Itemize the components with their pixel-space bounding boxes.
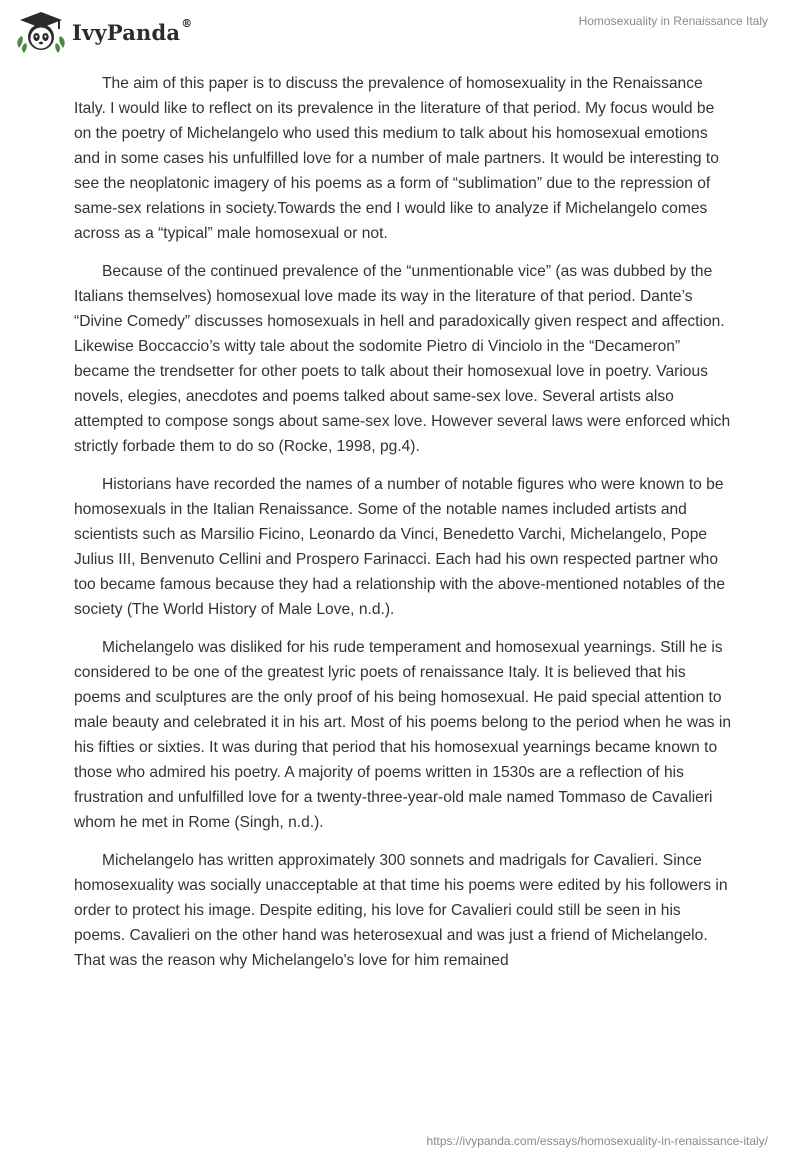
- document-title: Homosexuality in Renaissance Italy: [578, 14, 768, 28]
- source-url[interactable]: https://ivypanda.com/essays/homosexuality-in-renaissance-italy/: [426, 1134, 768, 1148]
- paragraph-2: Because of the continued prevalence of the “unmentionable vice” (as was dubbed by the Italians themselves) homosexual love made its way in the literature of that period. Dante’s “Divine Comedy” discusses homosexuals in hell and paradoxically given respect and affection. Likewise Boccaccio’s witty tale about the sodomite Pietro di Vinciolo in the “Decameron” became the trendsetter for other poets to talk about their homosexual love in poetry. Various novels, elegies, anecdotes and poems talked about same-sex love. Several artists also attempted to compose songs about same-sex love. However several laws were enforced which strictly forbade them to do so (Rocke, 1998, pg.4).: [74, 263, 731, 455]
- panda-graduate-icon: [14, 10, 68, 54]
- ivypanda-logo[interactable]: [14, 10, 192, 54]
- page-header: [0, 0, 800, 70]
- logo-wordmark: IvyPanda®: [72, 16, 193, 45]
- paragraph-1: The aim of this paper is to discuss the prevalence of homosexuality in the Renaissance Italy. I would like to reflect on its prevalence in the literature of that period. My focus would be on the poetry of Michelangelo who used this medium to talk about his homosexual emotions and in some cases his unfulfilled love for a number of male partners. It would be interesting to see the neoplatonic imagery of his poems as a form of “sublimation” due to the repression of same-sex relations in society.Towards the end I would like to analyze if Michelangelo comes across as a “typical” male homosexual or not.: [74, 75, 719, 242]
- essay-body: [74, 71, 734, 986]
- paragraph-3: Historians have recorded the names of a number of notable figures who were known to be homosexuals in the Italian Renaissance. Some of the notable names included artists and scientists such as Marsilio Ficino, Leonardo da Vinci, Benedetto Varchi, Michelangelo, Pope Julius III, Benvenuto Cellini and Prospero Farinacci. Each had his own respected partner who too became famous because they had a relationship with the above-mentioned notables of the society (The World History of Male Love, n.d.).: [74, 476, 726, 618]
- paragraph-5: Michelangelo has written approximately 300 sonnets and madrigals for Cavalieri. Since homosexuality was socially unacceptable at that time his poems were edited by his followers in order to protect his image. Despite editing, his love for Cavalieri could still be seen in his poems. Cavalieri on the other hand was heterosexual and was just a friend of Michelangelo. That was the reason why Michelangelo's love for him remained: [74, 852, 728, 969]
- paragraph-4: Michelangelo was disliked for his rude temperament and homosexual yearnings. Still he is considered to be one of the greatest lyric poets of renaissance Italy. It is believed that his poems and sculptures are the only proof of his being homosexual. He paid special attention to male beauty and celebrated it in his art. Most of his poems belong to the period when he was in his fifties or sixties. It was during that period that his homosexual yearnings became known to those who admired his poetry. A majority of poems written in 1530s are a reflection of his frustration and unfulfilled love for a twenty-three-year-old male named Tommaso de Cavalieri whom he met in Rome (Singh, n.d.).: [74, 639, 732, 831]
